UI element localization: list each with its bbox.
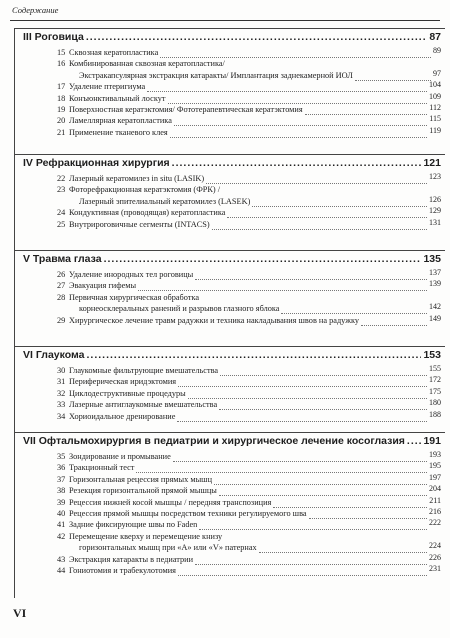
chapter-title: Первичная хирургическая обработка: [69, 292, 200, 302]
chapter-page-number: 149: [429, 313, 441, 323]
chapter-number: 16: [57, 59, 66, 69]
part-page-number: 87: [429, 31, 441, 43]
chapter-page-number: 172: [429, 375, 441, 385]
leader-line: [219, 485, 427, 496]
chapter-number: 26: [57, 270, 66, 279]
toc-entry: [15, 269, 445, 280]
chapter-number: 27: [57, 281, 66, 291]
part-section: [15, 250, 445, 347]
part-heading: [23, 157, 441, 171]
chapter-title: горизонтальных мышц при «А» или «V» патернах: [79, 543, 257, 553]
toc-entry: [15, 207, 445, 218]
toc-entry: [15, 485, 445, 496]
chapter-number: 43: [57, 554, 66, 564]
chapter-number: 18: [57, 93, 66, 103]
chapter-title: Гониотомия и трабекулотомия: [69, 565, 176, 575]
leader-line: [199, 519, 427, 530]
chapter-title: Ламеллярная кератопластика: [69, 116, 172, 126]
chapter-page-number: 142: [429, 302, 441, 312]
leader-line: [138, 280, 427, 291]
chapter-title: Удаление птеригиума: [69, 82, 146, 92]
toc-entry: [15, 474, 445, 485]
toc-entry: [15, 219, 445, 230]
leader-dots: [172, 157, 422, 169]
chapter-number: 38: [57, 486, 66, 496]
leader-line: [227, 207, 427, 218]
chapter-title: Удаление инородных тел роговицы: [69, 270, 194, 279]
running-head: Содержание: [12, 5, 59, 15]
chapter-number: 42: [57, 531, 66, 541]
toc-entry: [15, 115, 445, 126]
toc-entry: [15, 127, 445, 138]
chapter-title: Комбинированная сквозная кератопластика/: [69, 59, 225, 69]
chapter-page-number: 97: [433, 68, 441, 78]
chapter-number: 23: [57, 185, 66, 195]
chapter-page-number: 222: [429, 518, 441, 528]
leader-line: [252, 196, 427, 207]
toc-entry: [15, 47, 445, 58]
chapter-number: 17: [57, 82, 66, 92]
leader-line: [178, 565, 427, 576]
chapter-page-number: 216: [429, 506, 441, 516]
chapter-title: Эвакуация гифемы: [69, 281, 137, 291]
part-heading: [23, 253, 441, 267]
leader-line: [174, 115, 427, 126]
chapter-page-number: 204: [429, 484, 441, 494]
toc-entry: [15, 104, 445, 115]
chapter-title: Экстракция катаракты в педиатрии: [69, 554, 194, 564]
header-rule: [10, 20, 440, 21]
leader-line: [219, 399, 427, 410]
part-section: [15, 28, 445, 155]
part-title: III Роговица: [23, 31, 84, 43]
chapter-number: 32: [57, 388, 66, 398]
chapter-title: Применение тканевого клея: [69, 127, 168, 137]
toc-entry: [15, 554, 445, 565]
chapter-number: 19: [57, 104, 66, 114]
leader-line: [178, 376, 427, 387]
chapter-title: Внутрироговичные сегменты (INTACS): [69, 219, 210, 229]
chapter-page-number: 195: [429, 461, 441, 471]
chapter-page-number: 104: [429, 80, 441, 90]
chapter-title: Кондуктивная (проводящая) кератопластика: [69, 208, 226, 218]
chapter-title: Циклодеструктивные процедуры: [69, 388, 186, 398]
part-heading: [23, 349, 441, 363]
chapter-title: Резекция горизонтальной прямой мышцы: [69, 486, 217, 496]
chapter-title: Горизонтальная рецессия прямых мышц: [69, 474, 213, 484]
chapter-list: [15, 47, 445, 138]
chapter-page-number: 109: [429, 91, 441, 101]
leader-line: [195, 269, 427, 280]
toc-frame: [14, 28, 445, 598]
chapter-title: Сквозная кератопластика: [69, 48, 159, 57]
part-heading: [23, 31, 441, 45]
chapter-number: 39: [57, 497, 66, 507]
toc-entry: [15, 173, 445, 184]
chapter-title: Перемещение кверху и перемещение книзу: [69, 531, 223, 541]
chapter-title: Задние фиксирующие швы по Faden: [69, 520, 198, 530]
leader-line: [170, 127, 427, 138]
chapter-page-number: 193: [429, 450, 441, 459]
chapter-page-number: 119: [429, 125, 441, 135]
leader-line: [168, 93, 427, 104]
toc-entry: [15, 411, 445, 422]
chapter-list: [15, 173, 445, 230]
leader-line: [214, 474, 427, 485]
chapter-title: Тракционный тест: [69, 463, 135, 473]
toc-entry: [15, 388, 445, 399]
chapter-title: Хориоидальное дренирование: [69, 411, 176, 421]
chapter-number: 15: [57, 48, 66, 57]
chapter-title: Поверхностная кератэктомия/ Фототерапевтическая кератэктомия: [69, 104, 303, 114]
part-section: [15, 346, 445, 433]
toc-entry: [15, 399, 445, 410]
chapter-page-number: 131: [429, 217, 441, 227]
chapter-number: 30: [57, 366, 66, 375]
chapter-number: 33: [57, 400, 66, 410]
chapter-number: 22: [57, 174, 66, 183]
toc-entry: [15, 508, 445, 519]
toc-entry: [15, 292, 445, 303]
part-page-number: 135: [423, 253, 441, 265]
chapter-title: Фоторефракционная кератэктомия (ФРК) /: [69, 185, 221, 195]
chapter-title: корнеосклеральных ранений и разрывов глазного яблока: [79, 304, 280, 314]
chapter-number: 21: [57, 127, 66, 137]
chapter-number: 35: [57, 452, 66, 461]
toc-entry: [15, 303, 445, 314]
toc-entry: [15, 58, 445, 69]
chapter-number: 20: [57, 116, 66, 126]
chapter-title: Рецессия нижней косой мышцы / передняя транспозиция: [69, 497, 272, 507]
leader-dots: [86, 349, 421, 361]
toc-entry: [15, 451, 445, 462]
chapter-page-number: 197: [429, 472, 441, 482]
chapter-number: 25: [57, 219, 66, 229]
part-title: VI Глаукома: [23, 349, 85, 361]
part-page-number: 153: [423, 349, 441, 361]
chapter-number: 44: [57, 565, 66, 575]
chapter-page-number: 155: [429, 364, 441, 373]
chapter-list: [15, 451, 445, 576]
chapter-number: 37: [57, 474, 66, 484]
leader-line: [281, 303, 427, 314]
leader-line: [273, 497, 427, 508]
toc-entry: [15, 462, 445, 473]
toc-entry: [15, 315, 445, 326]
leader-line: [355, 70, 431, 81]
chapter-number: 40: [57, 508, 66, 518]
chapter-page-number: 180: [429, 398, 441, 408]
chapter-title: Конъюнктивальный лоскут: [69, 93, 166, 103]
leader-line: [188, 388, 427, 399]
leader-dots: [407, 435, 422, 447]
chapter-number: 36: [57, 463, 66, 473]
chapter-page-number: 115: [429, 114, 441, 124]
chapter-number: 29: [57, 315, 66, 325]
toc-entry: [15, 365, 445, 376]
chapter-page-number: 231: [429, 563, 441, 573]
leader-line: [361, 315, 427, 326]
toc-entry: [15, 376, 445, 387]
leader-line: [136, 462, 427, 473]
chapter-list: [15, 269, 445, 326]
toc-entry: [15, 70, 445, 81]
part-title: V Травма глаза: [23, 253, 102, 265]
chapter-title: Зондирование и промывание: [69, 452, 171, 461]
toc-entry: [15, 280, 445, 291]
toc-entry: [15, 519, 445, 530]
part-page-number: 121: [423, 157, 441, 169]
page-folio: VI: [13, 606, 27, 620]
leader-line: [195, 554, 427, 565]
toc-entry: [15, 196, 445, 207]
chapter-page-number: 89: [433, 46, 441, 55]
chapter-page-number: 139: [429, 279, 441, 289]
chapter-number: 31: [57, 377, 66, 387]
toc-entry: [15, 93, 445, 104]
toc-entry: [15, 542, 445, 553]
leader-line: [259, 542, 427, 553]
leader-line: [177, 411, 427, 422]
chapter-page-number: 129: [429, 206, 441, 216]
toc-entry: [15, 184, 445, 195]
chapter-page-number: 175: [429, 386, 441, 396]
chapter-title: Периферическая иридэктомия: [69, 377, 177, 387]
part-title: IV Рефракционная хирургия: [23, 157, 170, 169]
leader-line: [147, 81, 427, 92]
chapter-title: Рецессия прямой мышцы посредством техники регулируемого шва: [69, 508, 307, 518]
chapter-list: [15, 365, 445, 422]
toc-entry: [15, 81, 445, 92]
part-title: VII Офтальмохирургия в педиатрии и хирургическое лечение косоглазия: [23, 435, 405, 447]
leader-line: [212, 219, 427, 230]
toc-entry: [15, 497, 445, 508]
chapter-page-number: 188: [429, 409, 441, 419]
part-heading: [23, 435, 441, 449]
chapter-number: 28: [57, 292, 66, 302]
chapter-page-number: 123: [429, 172, 441, 181]
chapter-title: Лазерные антиглаукомные вмешательства: [69, 400, 218, 410]
leader-line: [309, 508, 427, 519]
chapter-title: Лазерный кератомилез in situ (LASIK): [69, 174, 205, 183]
chapter-page-number: 126: [429, 194, 441, 204]
chapter-page-number: 137: [429, 268, 441, 277]
chapter-number: 34: [57, 411, 66, 421]
chapter-title: Экстракапсулярная экстракция катаракты/ Имплантация заднекамерной ИОЛ: [79, 70, 353, 80]
leader-dots: [86, 31, 428, 43]
part-section: [15, 432, 445, 599]
chapter-title: Глаукомные фильтрующие вмешательства: [69, 366, 219, 375]
leader-dots: [104, 253, 422, 265]
leader-line: [206, 173, 427, 184]
leader-line: [220, 365, 427, 376]
part-page-number: 191: [423, 435, 441, 447]
chapter-page-number: 226: [429, 552, 441, 562]
chapter-title: Лазерный эпителиальный кератомилез (LASEK): [79, 196, 251, 206]
leader-line: [160, 47, 431, 58]
toc-entry: [15, 531, 445, 542]
chapter-page-number: 211: [429, 495, 441, 505]
leader-line: [173, 451, 427, 462]
chapter-number: 41: [57, 520, 66, 530]
chapter-number: 24: [57, 208, 66, 218]
chapter-page-number: 224: [429, 541, 441, 551]
leader-line: [305, 104, 427, 115]
toc-entry: [15, 565, 445, 576]
part-section: [15, 154, 445, 251]
chapter-title: Хирургическое лечение травм радужки и техника накладывания швов на радужку: [69, 315, 360, 325]
chapter-page-number: 112: [429, 102, 441, 112]
